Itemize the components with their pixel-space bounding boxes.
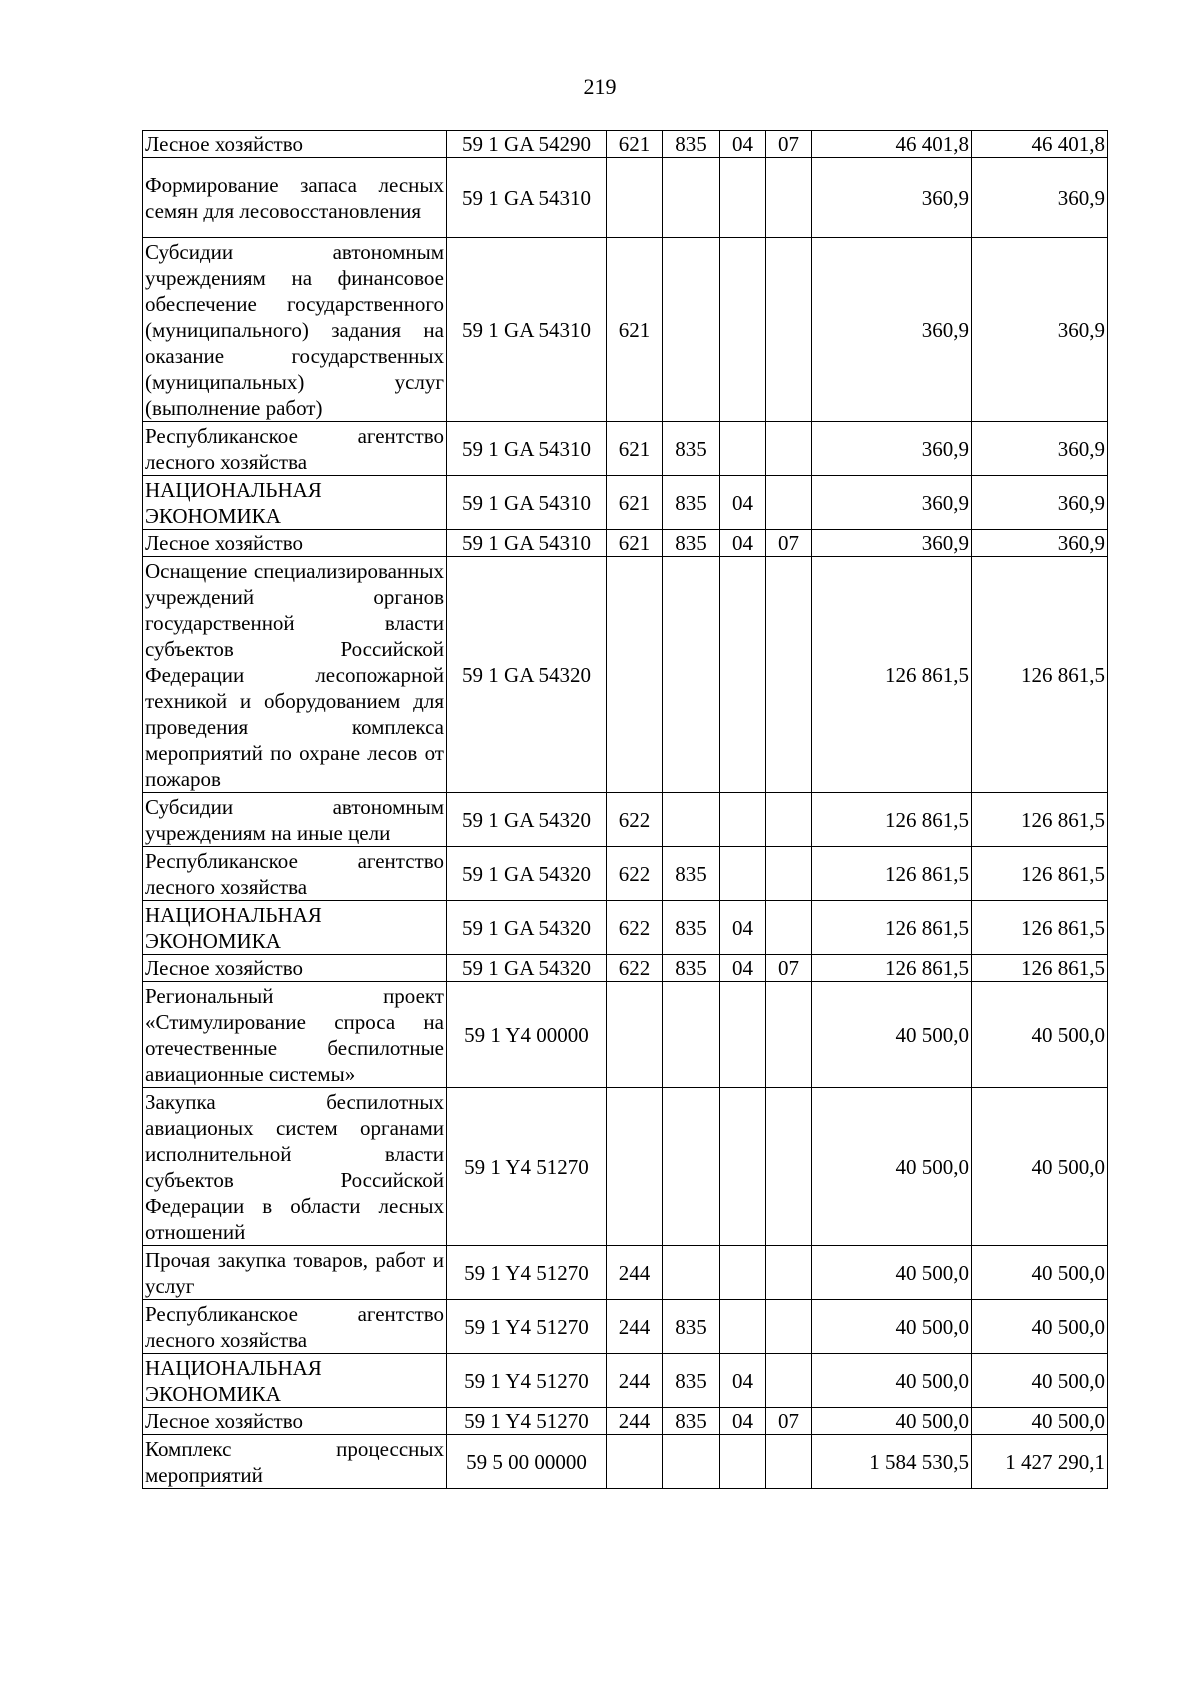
row-name-cell: Лесное хозяйство bbox=[143, 955, 447, 982]
expense-type-cell: 622 bbox=[607, 793, 663, 847]
amount-year-1-cell: 126 861,5 bbox=[812, 847, 972, 901]
administrator-code-cell: 835 bbox=[663, 1354, 720, 1408]
row-name-cell: Прочая закупка товаров, работ и услуг bbox=[143, 1246, 447, 1300]
table-row bbox=[143, 1088, 1108, 1246]
table-row bbox=[143, 158, 1108, 238]
subsection-code-cell bbox=[766, 1246, 812, 1300]
section-code-cell bbox=[720, 1300, 766, 1354]
section-code-cell: 04 bbox=[720, 901, 766, 955]
amount-year-2-cell: 40 500,0 bbox=[972, 1408, 1108, 1435]
target-article-code-cell: 59 1 GA 54310 bbox=[447, 238, 607, 422]
table-row bbox=[143, 1408, 1108, 1435]
row-name-cell: Формирование запаса лесных семян для лесовосстановления bbox=[143, 158, 447, 238]
subsection-code-cell: 07 bbox=[766, 955, 812, 982]
subsection-code-cell bbox=[766, 1300, 812, 1354]
section-code-cell: 04 bbox=[720, 1408, 766, 1435]
expense-type-cell: 244 bbox=[607, 1354, 663, 1408]
administrator-code-cell bbox=[663, 1088, 720, 1246]
amount-year-1-cell: 360,9 bbox=[812, 422, 972, 476]
table-row bbox=[143, 530, 1108, 557]
row-name-cell: Лесное хозяйство bbox=[143, 1408, 447, 1435]
subsection-code-cell: 07 bbox=[766, 131, 812, 158]
target-article-code-cell: 59 1 GA 54320 bbox=[447, 793, 607, 847]
amount-year-2-cell: 40 500,0 bbox=[972, 982, 1108, 1088]
table-row bbox=[143, 847, 1108, 901]
subsection-code-cell bbox=[766, 238, 812, 422]
administrator-code-cell bbox=[663, 982, 720, 1088]
target-article-code-cell: 59 1 GA 54310 bbox=[447, 422, 607, 476]
administrator-code-cell: 835 bbox=[663, 422, 720, 476]
expense-type-cell bbox=[607, 158, 663, 238]
table-row bbox=[143, 238, 1108, 422]
section-code-cell bbox=[720, 847, 766, 901]
administrator-code-cell: 835 bbox=[663, 131, 720, 158]
table-row bbox=[143, 1435, 1108, 1489]
section-code-cell: 04 bbox=[720, 530, 766, 557]
subsection-code-cell bbox=[766, 793, 812, 847]
subsection-code-cell bbox=[766, 1435, 812, 1489]
expense-type-cell: 621 bbox=[607, 422, 663, 476]
amount-year-2-cell: 40 500,0 bbox=[972, 1354, 1108, 1408]
subsection-code-cell bbox=[766, 158, 812, 238]
subsection-code-cell: 07 bbox=[766, 530, 812, 557]
section-code-cell bbox=[720, 1435, 766, 1489]
amount-year-1-cell: 126 861,5 bbox=[812, 901, 972, 955]
expense-type-cell: 622 bbox=[607, 901, 663, 955]
amount-year-2-cell: 40 500,0 bbox=[972, 1300, 1108, 1354]
administrator-code-cell: 835 bbox=[663, 847, 720, 901]
amount-year-2-cell: 360,9 bbox=[972, 422, 1108, 476]
amount-year-1-cell: 1 584 530,5 bbox=[812, 1435, 972, 1489]
section-code-cell bbox=[720, 982, 766, 1088]
expense-type-cell: 244 bbox=[607, 1246, 663, 1300]
amount-year-1-cell: 40 500,0 bbox=[812, 1088, 972, 1246]
expense-type-cell: 621 bbox=[607, 238, 663, 422]
target-article-code-cell: 59 1 Y4 51270 bbox=[447, 1246, 607, 1300]
amount-year-1-cell: 360,9 bbox=[812, 476, 972, 530]
amount-year-2-cell: 360,9 bbox=[972, 530, 1108, 557]
administrator-code-cell bbox=[663, 1435, 720, 1489]
expense-type-cell: 244 bbox=[607, 1408, 663, 1435]
section-code-cell bbox=[720, 793, 766, 847]
target-article-code-cell: 59 1 GA 54290 bbox=[447, 131, 607, 158]
expense-type-cell: 621 bbox=[607, 476, 663, 530]
subsection-code-cell bbox=[766, 1088, 812, 1246]
subsection-code-cell bbox=[766, 982, 812, 1088]
row-name-cell: Лесное хозяйство bbox=[143, 530, 447, 557]
section-code-cell: 04 bbox=[720, 131, 766, 158]
administrator-code-cell: 835 bbox=[663, 901, 720, 955]
amount-year-2-cell: 126 861,5 bbox=[972, 557, 1108, 793]
amount-year-2-cell: 360,9 bbox=[972, 158, 1108, 238]
section-code-cell bbox=[720, 238, 766, 422]
row-name-cell: Субсидии автономным учреждениям на финансовое обеспечение государственного (муниципального) задания на оказание государственных (муниципальных) услуг (выполнение работ) bbox=[143, 238, 447, 422]
target-article-code-cell: 59 1 Y4 00000 bbox=[447, 982, 607, 1088]
expense-type-cell: 244 bbox=[607, 1300, 663, 1354]
row-name-cell: Республиканское агентство лесного хозяйства bbox=[143, 1300, 447, 1354]
administrator-code-cell: 835 bbox=[663, 955, 720, 982]
administrator-code-cell bbox=[663, 158, 720, 238]
target-article-code-cell: 59 1 GA 54310 bbox=[447, 158, 607, 238]
expense-type-cell bbox=[607, 982, 663, 1088]
target-article-code-cell: 59 1 Y4 51270 bbox=[447, 1300, 607, 1354]
expense-type-cell bbox=[607, 1435, 663, 1489]
amount-year-2-cell: 126 861,5 bbox=[972, 847, 1108, 901]
subsection-code-cell bbox=[766, 476, 812, 530]
amount-year-2-cell: 46 401,8 bbox=[972, 131, 1108, 158]
administrator-code-cell bbox=[663, 238, 720, 422]
administrator-code-cell: 835 bbox=[663, 476, 720, 530]
page-number: 219 bbox=[583, 74, 617, 99]
subsection-code-cell bbox=[766, 901, 812, 955]
section-code-cell: 04 bbox=[720, 1354, 766, 1408]
amount-year-2-cell: 1 427 290,1 bbox=[972, 1435, 1108, 1489]
administrator-code-cell bbox=[663, 1246, 720, 1300]
expense-type-cell: 622 bbox=[607, 955, 663, 982]
amount-year-1-cell: 126 861,5 bbox=[812, 557, 972, 793]
expense-type-cell: 621 bbox=[607, 131, 663, 158]
table-body bbox=[143, 131, 1108, 1489]
amount-year-1-cell: 360,9 bbox=[812, 238, 972, 422]
administrator-code-cell: 835 bbox=[663, 1408, 720, 1435]
target-article-code-cell: 59 1 GA 54310 bbox=[447, 530, 607, 557]
expense-type-cell: 622 bbox=[607, 847, 663, 901]
amount-year-1-cell: 46 401,8 bbox=[812, 131, 972, 158]
target-article-code-cell: 59 1 Y4 51270 bbox=[447, 1408, 607, 1435]
amount-year-1-cell: 360,9 bbox=[812, 158, 972, 238]
table-row bbox=[143, 1246, 1108, 1300]
table-row bbox=[143, 901, 1108, 955]
table-row bbox=[143, 422, 1108, 476]
target-article-code-cell: 59 1 GA 54320 bbox=[447, 955, 607, 982]
target-article-code-cell: 59 1 Y4 51270 bbox=[447, 1088, 607, 1246]
amount-year-2-cell: 126 861,5 bbox=[972, 955, 1108, 982]
target-article-code-cell: 59 5 00 00000 bbox=[447, 1435, 607, 1489]
target-article-code-cell: 59 1 GA 54320 bbox=[447, 847, 607, 901]
subsection-code-cell bbox=[766, 557, 812, 793]
row-name-cell: Оснащение специализированных учреждений органов государственной власти субъектов Российской Федерации лесопожарной техникой и оборудованием для проведения комплекса мероприятий по охране лесов от пожаров bbox=[143, 557, 447, 793]
amount-year-1-cell: 40 500,0 bbox=[812, 982, 972, 1088]
section-code-cell bbox=[720, 1088, 766, 1246]
target-article-code-cell: 59 1 GA 54320 bbox=[447, 557, 607, 793]
amount-year-2-cell: 360,9 bbox=[972, 476, 1108, 530]
target-article-code-cell: 59 1 Y4 51270 bbox=[447, 1354, 607, 1408]
amount-year-1-cell: 126 861,5 bbox=[812, 793, 972, 847]
row-name-cell: Республиканское агентство лесного хозяйства bbox=[143, 847, 447, 901]
row-name-cell: НАЦИОНАЛЬНАЯ ЭКОНОМИКА bbox=[143, 476, 447, 530]
section-code-cell bbox=[720, 1246, 766, 1300]
target-article-code-cell: 59 1 GA 54320 bbox=[447, 901, 607, 955]
section-code-cell: 04 bbox=[720, 955, 766, 982]
amount-year-2-cell: 126 861,5 bbox=[972, 793, 1108, 847]
table-row bbox=[143, 1300, 1108, 1354]
amount-year-2-cell: 360,9 bbox=[972, 238, 1108, 422]
section-code-cell: 04 bbox=[720, 476, 766, 530]
amount-year-1-cell: 360,9 bbox=[812, 530, 972, 557]
table-row bbox=[143, 793, 1108, 847]
amount-year-2-cell: 40 500,0 bbox=[972, 1088, 1108, 1246]
amount-year-1-cell: 40 500,0 bbox=[812, 1408, 972, 1435]
row-name-cell: Субсидии автономным учреждениям на иные цели bbox=[143, 793, 447, 847]
table-row bbox=[143, 131, 1108, 158]
subsection-code-cell: 07 bbox=[766, 1408, 812, 1435]
row-name-cell: НАЦИОНАЛЬНАЯ ЭКОНОМИКА bbox=[143, 901, 447, 955]
section-code-cell bbox=[720, 557, 766, 793]
budget-table bbox=[142, 130, 1108, 1489]
row-name-cell: Республиканское агентство лесного хозяйства bbox=[143, 422, 447, 476]
row-name-cell: Закупка беспилотных авиационых систем органами исполнительной власти субъектов Российской Федерации в области лесных отношений bbox=[143, 1088, 447, 1246]
expense-type-cell bbox=[607, 557, 663, 793]
section-code-cell bbox=[720, 158, 766, 238]
administrator-code-cell bbox=[663, 793, 720, 847]
administrator-code-cell bbox=[663, 557, 720, 793]
row-name-cell: НАЦИОНАЛЬНАЯ ЭКОНОМИКА bbox=[143, 1354, 447, 1408]
amount-year-1-cell: 126 861,5 bbox=[812, 955, 972, 982]
amount-year-2-cell: 40 500,0 bbox=[972, 1246, 1108, 1300]
row-name-cell: Комплекс процессных мероприятий bbox=[143, 1435, 447, 1489]
amount-year-2-cell: 126 861,5 bbox=[972, 901, 1108, 955]
subsection-code-cell bbox=[766, 422, 812, 476]
amount-year-1-cell: 40 500,0 bbox=[812, 1300, 972, 1354]
table-row bbox=[143, 557, 1108, 793]
amount-year-1-cell: 40 500,0 bbox=[812, 1246, 972, 1300]
expense-type-cell: 621 bbox=[607, 530, 663, 557]
subsection-code-cell bbox=[766, 1354, 812, 1408]
table-row bbox=[143, 476, 1108, 530]
table-row bbox=[143, 982, 1108, 1088]
subsection-code-cell bbox=[766, 847, 812, 901]
row-name-cell: Региональный проект «Стимулирование спроса на отечественные беспилотные авиационные системы» bbox=[143, 982, 447, 1088]
expense-type-cell bbox=[607, 1088, 663, 1246]
table-row bbox=[143, 1354, 1108, 1408]
target-article-code-cell: 59 1 GA 54310 bbox=[447, 476, 607, 530]
section-code-cell bbox=[720, 422, 766, 476]
row-name-cell: Лесное хозяйство bbox=[143, 131, 447, 158]
administrator-code-cell: 835 bbox=[663, 530, 720, 557]
administrator-code-cell: 835 bbox=[663, 1300, 720, 1354]
table-row bbox=[143, 955, 1108, 982]
amount-year-1-cell: 40 500,0 bbox=[812, 1354, 972, 1408]
